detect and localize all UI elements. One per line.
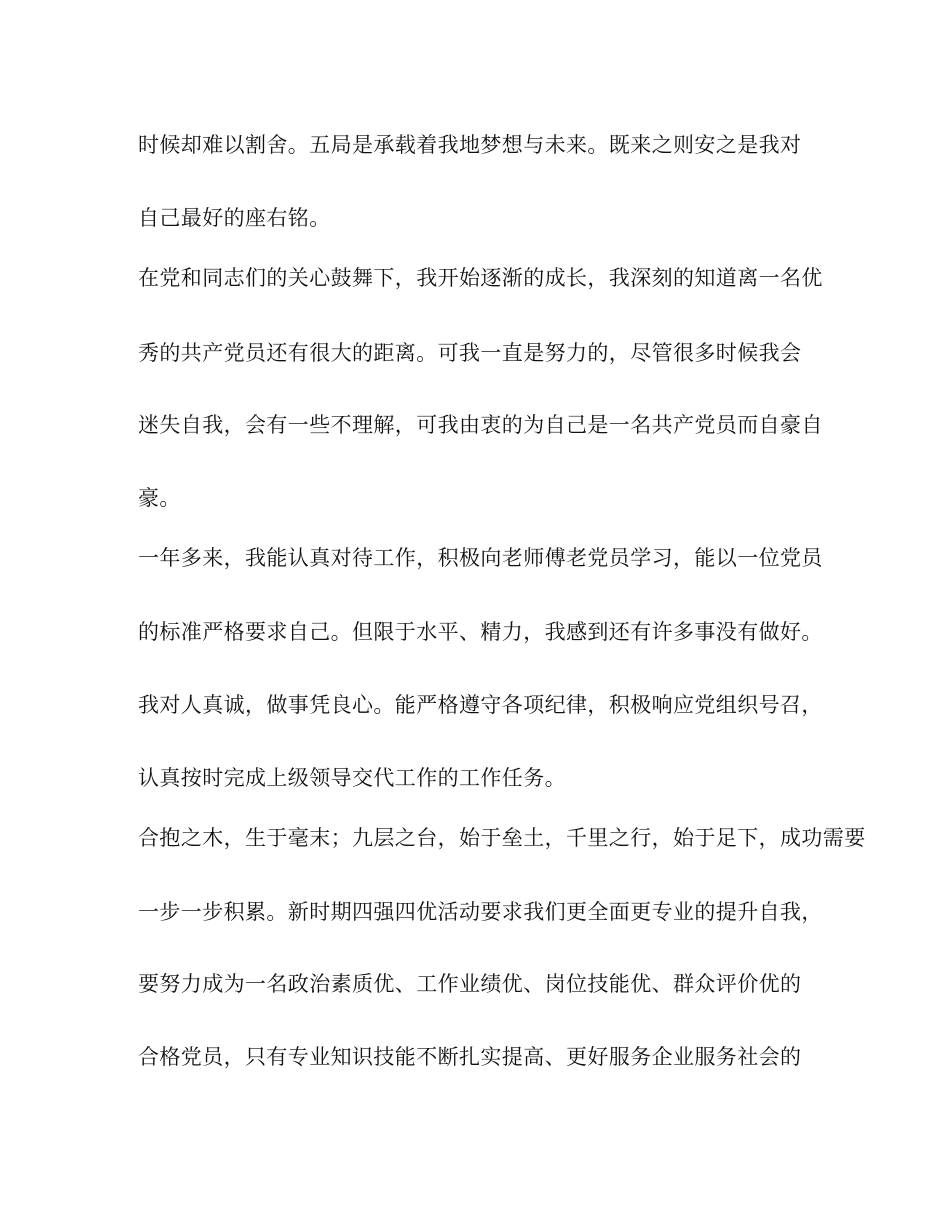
text-line: 自己最好的座右铭。	[138, 206, 331, 230]
text-line: 认真按时完成上级领导交代工作的工作任务。	[138, 766, 566, 790]
text-line: 在党和同志们的关心鼓舞下，我开始逐渐的成长，我深刻的知道离一名优	[138, 266, 823, 290]
text-line: 的标准严格要求自己。但限于水平、精力，我感到还有许多事没有做好。	[138, 620, 823, 644]
text-line: 时候却难以割舍。五局是承载着我地梦想与未来。既来之则安之是我对	[138, 133, 802, 157]
text-line: 要努力成为一名政治素质优、工作业绩优、岗位技能优、群众评价优的	[138, 972, 802, 996]
text-line: 合格党员，只有专业知识技能不断扎实提高、更好服务企业服务社会的	[138, 1045, 802, 1069]
text-line: 合抱之木，生于毫末；九层之台，始于垒土，千里之行，始于足下，成功需要	[138, 826, 866, 850]
text-line: 一步一步积累。新时期四强四优活动要求我们更全面更专业的提升自我，	[138, 900, 823, 924]
text-line: 迷失自我，会有一些不理解，可我由衷的为自己是一名共产党员而自豪自	[138, 413, 823, 437]
text-line: 一年多来，我能认真对待工作，积极向老师傅老党员学习，能以一位党员	[138, 546, 823, 570]
text-line: 豪。	[138, 486, 181, 510]
text-line: 我对人真诚，做事凭良心。能严格遵守各项纪律，积极响应党组织号召，	[138, 693, 823, 717]
text-line: 秀的共产党员还有很大的距离。可我一直是努力的，尽管很多时候我会	[138, 341, 802, 365]
